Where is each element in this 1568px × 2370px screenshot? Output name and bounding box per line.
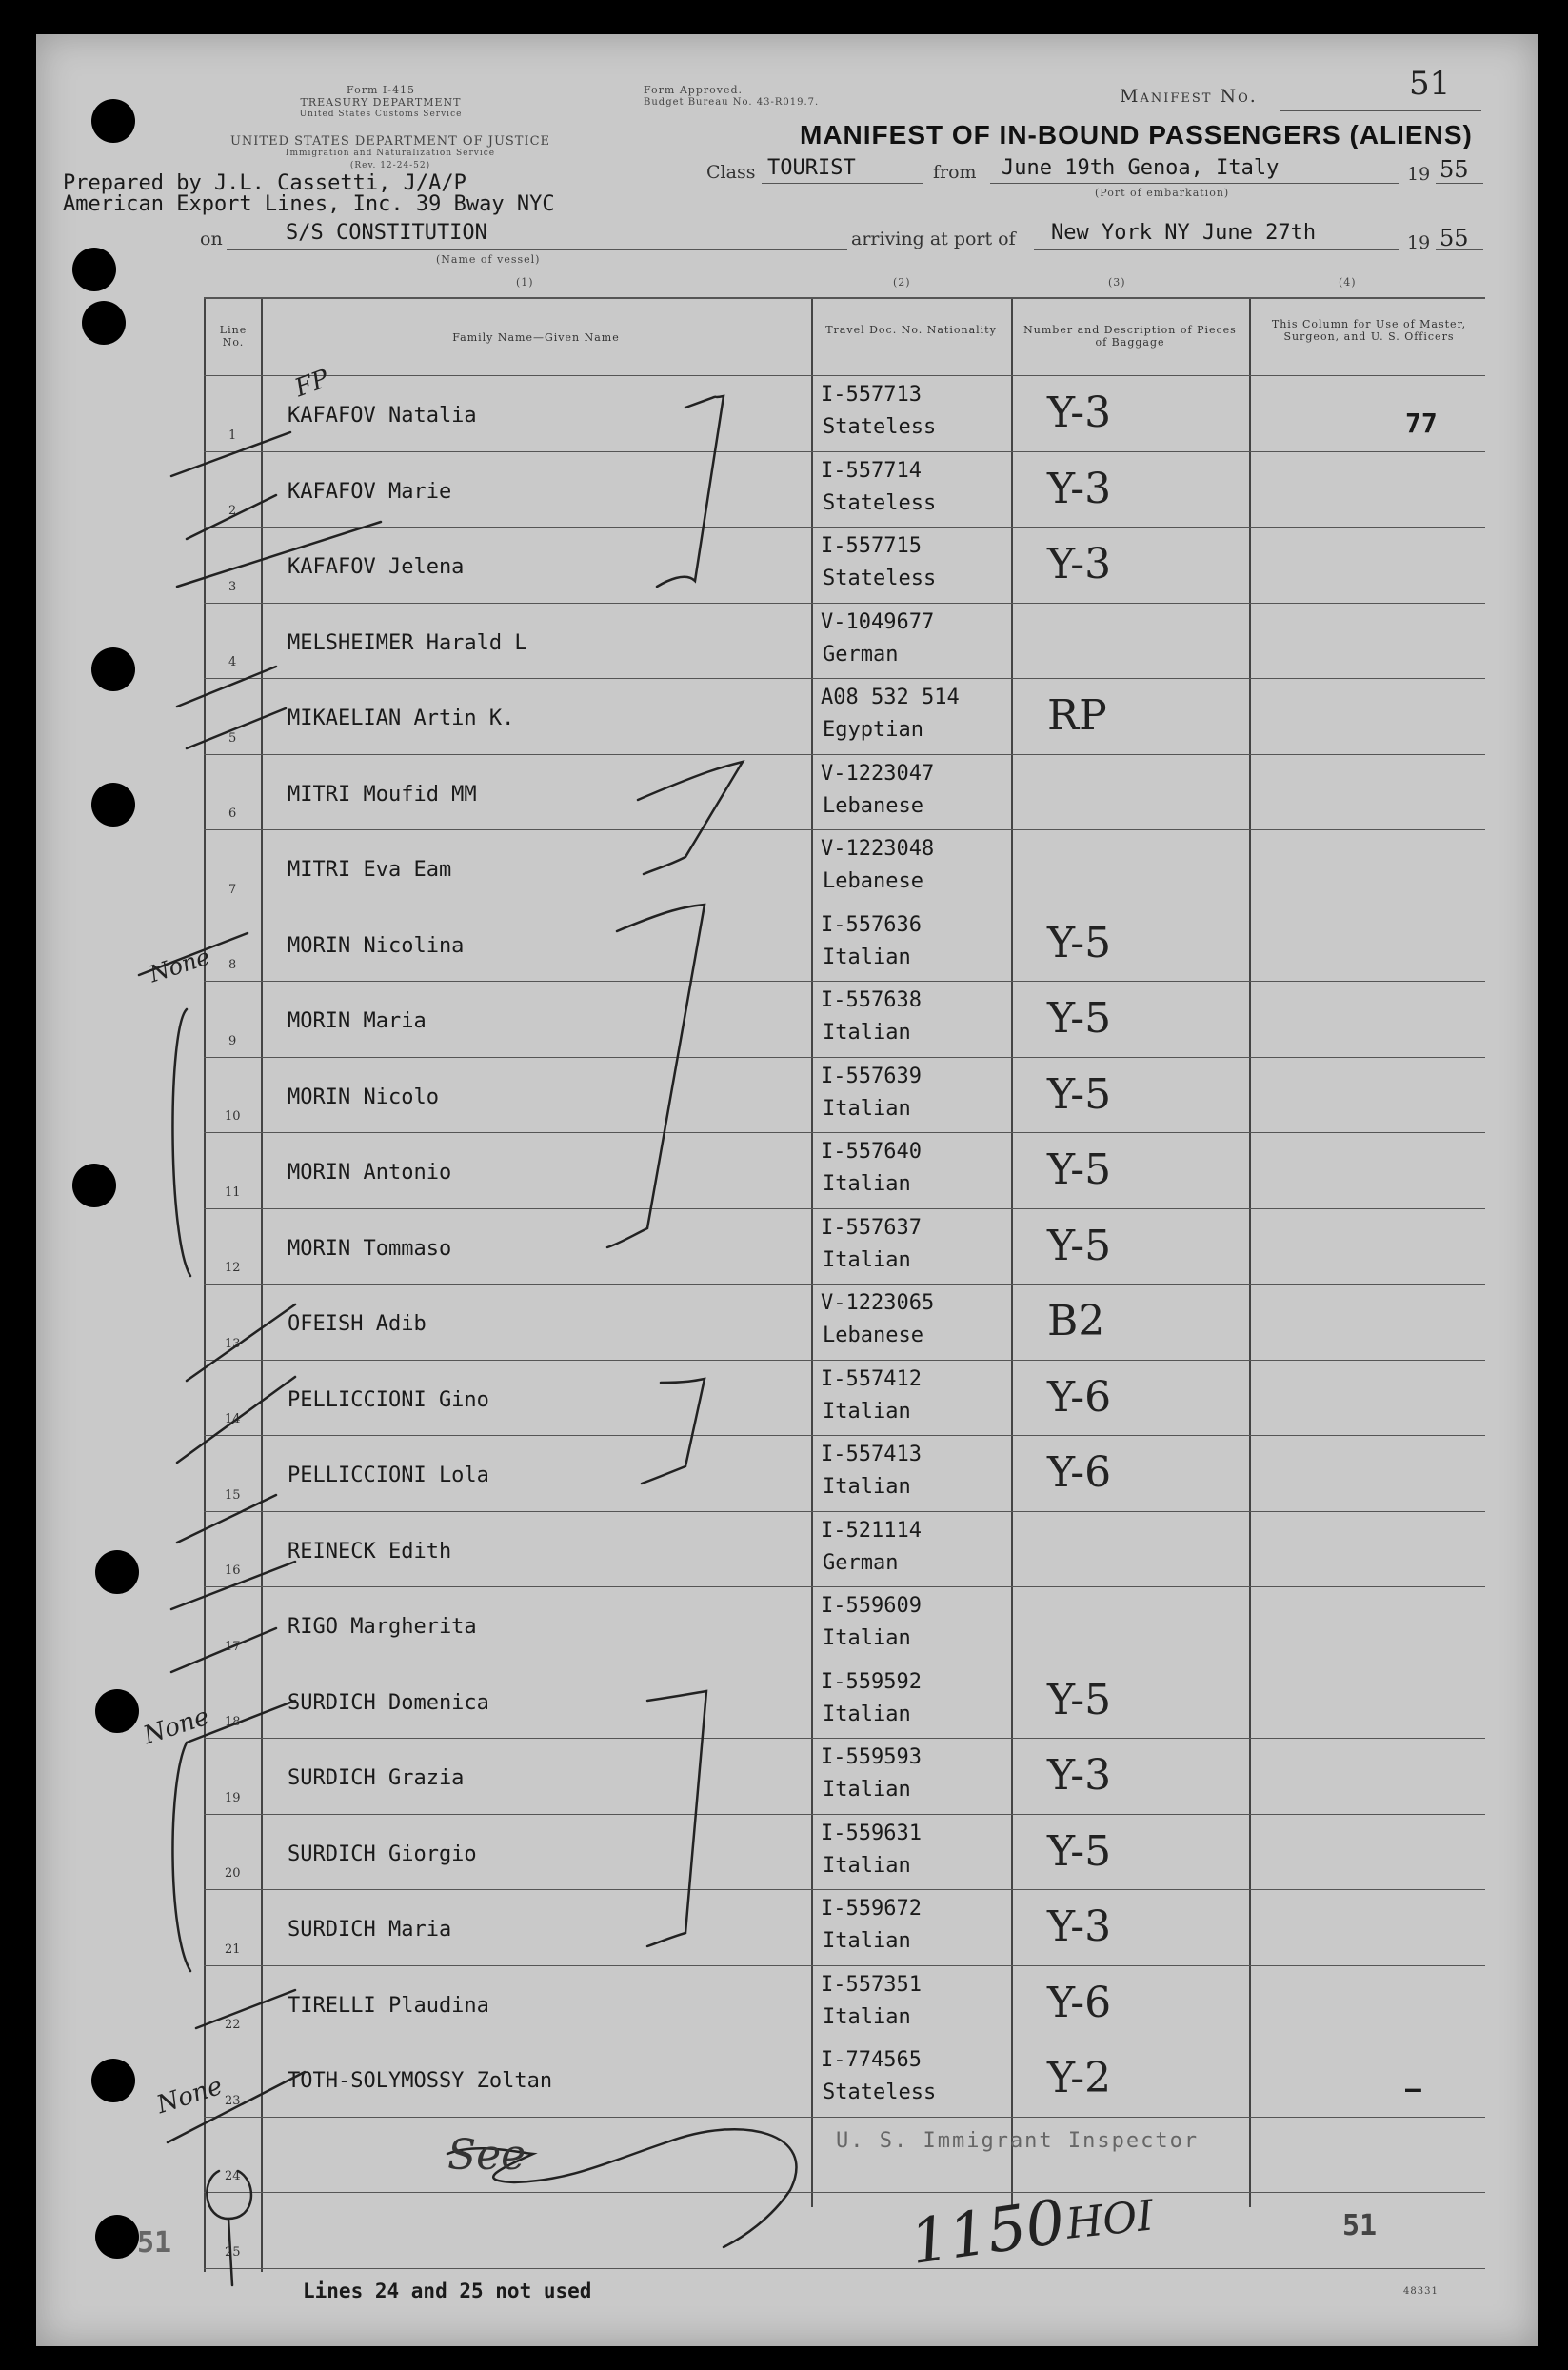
check-mark <box>177 522 381 587</box>
travel-doc-number: I-557636 <box>821 912 922 937</box>
family-bracket <box>172 1009 190 1276</box>
row-number: 1 <box>228 428 237 443</box>
passenger-name: KAFAFOV Marie <box>288 479 452 504</box>
nationality: Italian <box>823 1399 911 1424</box>
travel-doc-number: V-1049677 <box>821 609 935 634</box>
vessel-caption: (Name of vessel) <box>436 253 541 266</box>
form-approved: Form Approved. <box>644 84 744 96</box>
travel-doc-number: I-557714 <box>821 458 922 483</box>
col-number-4: (4) <box>1339 276 1357 289</box>
nationality: Italian <box>823 1096 911 1121</box>
travel-doc-number: I-774565 <box>821 2048 922 2072</box>
passenger-name: MORIN Maria <box>288 1009 427 1033</box>
passenger-name: MITRI Eva Eam <box>288 858 452 882</box>
row-number: 19 <box>225 1790 241 1805</box>
year-prefix: 19 <box>1407 164 1431 185</box>
passenger-name: SURDICH Giorgio <box>288 1842 477 1866</box>
row-number: 24 <box>225 2169 241 2183</box>
passenger-name: MORIN Nicolina <box>288 933 465 958</box>
nationality: Italian <box>823 1247 911 1272</box>
arriving-value: New York NY June 27th <box>1051 221 1317 245</box>
officer-use: — <box>1405 2073 1421 2104</box>
baggage-description: Y-5 <box>1047 1221 1112 1270</box>
family-bracket <box>172 1743 190 1971</box>
travel-doc-number: I-557637 <box>821 1215 922 1240</box>
nationality: Italian <box>823 945 911 969</box>
page-number-left: 51 <box>137 2226 172 2260</box>
passenger-name: SURDICH Domenica <box>288 1690 489 1715</box>
nationality: Italian <box>823 1021 911 1045</box>
passenger-name: SURDICH Maria <box>288 1918 452 1942</box>
stamp-initials: HOI <box>1063 2191 1157 2249</box>
nationality: Stateless <box>823 490 937 515</box>
baggage-description: Y-5 <box>1047 1145 1112 1194</box>
justice-label: UNITED STATES DEPARTMENT OF JUSTICE <box>229 134 551 149</box>
travel-doc-number: V-1223048 <box>821 837 935 861</box>
baggage-description: Y-6 <box>1047 1978 1112 2027</box>
class-label: Class <box>706 162 756 183</box>
baggage-description: Y-5 <box>1047 1675 1112 1724</box>
arriving-label: arriving at port of <box>851 229 1016 249</box>
nationality: German <box>823 642 899 667</box>
baggage-description: Y-5 <box>1047 918 1112 967</box>
travel-doc-number: I-559672 <box>821 1897 922 1921</box>
from-label: from <box>933 162 977 183</box>
budget-bureau: Budget Bureau No. 43-R019.7. <box>644 97 820 108</box>
row-number: 8 <box>228 958 237 972</box>
stamp-number: 1150 <box>905 2187 1070 2279</box>
baggage-description: Y-5 <box>1047 994 1112 1043</box>
row-number: 16 <box>225 1563 241 1578</box>
vessel-name: S/S CONSTITUTION <box>286 221 487 245</box>
baggage-description: Y-5 <box>1047 1826 1112 1876</box>
nationality: German <box>823 1550 899 1575</box>
travel-doc-number: V-1223065 <box>821 1291 935 1315</box>
treasury-label: TREASURY DEPARTMENT <box>300 96 462 109</box>
brace-mark <box>647 1691 706 1946</box>
header-line-no: Line No. <box>219 324 248 349</box>
row-number: 5 <box>228 730 237 746</box>
col-number-2: (2) <box>893 276 911 289</box>
nationality: Lebanese <box>823 793 923 818</box>
manifest-title: MANIFEST OF IN-BOUND PASSENGERS (ALIENS) <box>800 120 1473 149</box>
baggage-description: B2 <box>1047 1297 1105 1345</box>
travel-doc-number: I-559592 <box>821 1669 922 1694</box>
passenger-name: TOTH-SOLYMOSSY Zoltan <box>288 2069 553 2093</box>
class-value: TOURIST <box>767 156 856 180</box>
row-number: 4 <box>228 655 237 669</box>
company-line: American Export Lines, Inc. 39 Bway NYC <box>63 192 555 216</box>
from-value: June 19th Genoa, Italy <box>1002 156 1280 180</box>
travel-doc-number: I-557638 <box>821 988 922 1012</box>
none-note-1: None <box>146 943 213 988</box>
signature: See <box>447 2131 526 2180</box>
row-number: 17 <box>225 1639 241 1654</box>
row-number: 7 <box>228 882 237 897</box>
travel-doc-number: I-557715 <box>821 534 922 558</box>
rev-label: (Rev. 12-24-52) <box>349 161 431 170</box>
manifest-no-label: Manifest No. <box>1120 86 1258 107</box>
check-mark <box>171 432 290 476</box>
check-mark <box>177 667 276 707</box>
nationality: Italian <box>823 1172 911 1196</box>
nationality: Lebanese <box>823 869 923 893</box>
row-circle <box>207 2171 251 2219</box>
brace-mark <box>642 1379 705 1484</box>
nationality: Stateless <box>823 2081 937 2104</box>
nationality: Egyptian <box>823 718 923 742</box>
arriving-year: 55 <box>1439 225 1469 251</box>
baggage-description: Y-3 <box>1047 464 1112 513</box>
row-number: 10 <box>225 1109 241 1124</box>
row-number: 18 <box>225 1715 241 1729</box>
passenger-name: PELLICCIONI Lola <box>288 1464 489 1487</box>
prepared-by: Prepared by J.L. Cassetti, J/A/P <box>63 171 466 195</box>
passenger-name: MORIN Antonio <box>288 1161 452 1185</box>
initials-fp: FP <box>290 364 333 404</box>
baggage-description: Y-3 <box>1047 540 1112 588</box>
row-number: 23 <box>225 2093 241 2108</box>
col-number-1: (1) <box>516 276 534 289</box>
passenger-name: MELSHEIMER Harald L <box>288 630 527 655</box>
form-code: 48331 <box>1403 2286 1439 2297</box>
row-number: 11 <box>225 1185 241 1200</box>
travel-doc-number: I-557412 <box>821 1366 922 1391</box>
passenger-name: MITRI Moufid MM <box>288 782 477 807</box>
header-travel-doc: Travel Doc. No. Nationality <box>825 324 997 336</box>
check-mark <box>177 1495 276 1543</box>
check-mark <box>187 708 286 748</box>
passenger-name: PELLICCIONI Gino <box>288 1387 489 1412</box>
port-caption: (Port of embarkation) <box>1095 187 1230 199</box>
passenger-name: MORIN Tommaso <box>288 1236 452 1261</box>
row-number: 21 <box>225 1942 241 1957</box>
travel-doc-number: I-557413 <box>821 1443 922 1466</box>
header-officers: This Column for Use of Master, Surgeon, and U. S. Officers <box>1271 318 1467 343</box>
nationality: Italian <box>823 1853 911 1878</box>
row-number: 15 <box>225 1487 241 1503</box>
baggage-description: Y-6 <box>1047 1448 1112 1497</box>
passenger-name: MORIN Nicolo <box>288 1085 439 1109</box>
row-number: 2 <box>228 504 237 518</box>
row-number: 6 <box>228 807 237 821</box>
row-number: 13 <box>225 1336 241 1351</box>
baggage-description: Y-2 <box>1047 2054 1112 2102</box>
passenger-name: SURDICH Grazia <box>288 1766 465 1790</box>
row-number: 12 <box>225 1261 241 1275</box>
baggage-description: Y-5 <box>1047 1069 1112 1119</box>
passenger-name: OFEISH Adib <box>288 1312 427 1336</box>
row-number: 9 <box>228 1033 237 1048</box>
row-number: 14 <box>225 1412 241 1426</box>
baggage-description: Y-3 <box>1047 1751 1112 1800</box>
footer-note: Lines 24 and 25 not used <box>303 2280 592 2302</box>
nationality: Italian <box>823 1702 911 1726</box>
row-number: 22 <box>225 2018 241 2032</box>
row-tail <box>228 2219 232 2285</box>
nationality: Italian <box>823 1778 911 1802</box>
passenger-name: REINECK Edith <box>288 1539 452 1563</box>
customs-label: United States Customs Service <box>299 110 463 119</box>
travel-doc-number: V-1223047 <box>821 761 935 786</box>
passenger-name: RIGO Margherita <box>288 1615 477 1639</box>
check-mark <box>187 1304 295 1381</box>
nationality: Stateless <box>823 415 937 439</box>
travel-doc-number: I-559631 <box>821 1821 922 1845</box>
brace-mark <box>607 905 705 1247</box>
baggage-description: Y-3 <box>1047 1902 1112 1951</box>
brace-mark <box>638 762 743 874</box>
travel-doc-number: I-557639 <box>821 1064 922 1088</box>
travel-doc-number: I-557640 <box>821 1140 922 1164</box>
baggage-description: Y-3 <box>1047 388 1112 437</box>
travel-doc-number: I-557713 <box>821 383 922 407</box>
col-number-3: (3) <box>1108 276 1126 289</box>
nationality: Italian <box>823 1626 911 1650</box>
passenger-name: TIRELLI Plaudina <box>288 1993 489 2018</box>
travel-doc-number: I-521114 <box>821 1518 922 1543</box>
none-note-3: None <box>153 2071 227 2121</box>
manifest-no: 51 <box>1409 65 1451 103</box>
on-label: on <box>200 229 223 249</box>
check-mark <box>196 1990 295 2028</box>
none-note-2: None <box>140 1702 213 1751</box>
officer-use: 77 <box>1405 408 1438 439</box>
nationality: Lebanese <box>823 1324 923 1347</box>
check-mark <box>187 495 276 539</box>
passenger-name: KAFAFOV Jelena <box>288 555 465 579</box>
brace-mark <box>657 396 724 587</box>
nationality: Italian <box>823 1475 911 1499</box>
nationality: Italian <box>823 1929 911 1953</box>
arriving-year-prefix: 19 <box>1407 232 1431 253</box>
baggage-description: Y-6 <box>1047 1372 1112 1422</box>
form-number: Form I-415 <box>347 84 415 96</box>
header-baggage: Number and Description of Pieces of Baggage <box>1023 324 1237 349</box>
travel-doc-number: I-557351 <box>821 1972 922 1997</box>
year-value: 55 <box>1439 156 1469 183</box>
passenger-name: MIKAELIAN Artin K. <box>288 707 515 730</box>
travel-doc-number: I-559609 <box>821 1594 922 1618</box>
check-mark <box>171 1628 276 1672</box>
row-number: 3 <box>228 579 237 594</box>
page-number-right: 51 <box>1342 2209 1378 2242</box>
check-mark <box>177 1377 295 1463</box>
inspector-caption: U. S. Immigrant Inspector <box>836 2129 1200 2153</box>
travel-doc-number: I-559593 <box>821 1745 922 1769</box>
ins-label: Immigration and Naturalization Service <box>285 149 496 158</box>
row-number: 25 <box>225 2244 241 2260</box>
travel-doc-number: A08 532 514 <box>821 686 960 709</box>
nationality: Italian <box>823 2004 911 2029</box>
row-number: 20 <box>225 1866 241 1881</box>
header-name: Family Name—Given Name <box>452 331 620 344</box>
nationality: Stateless <box>823 567 937 590</box>
baggage-description: RP <box>1047 691 1107 740</box>
check-mark <box>171 1562 295 1609</box>
passenger-name: KAFAFOV Natalia <box>288 404 477 428</box>
